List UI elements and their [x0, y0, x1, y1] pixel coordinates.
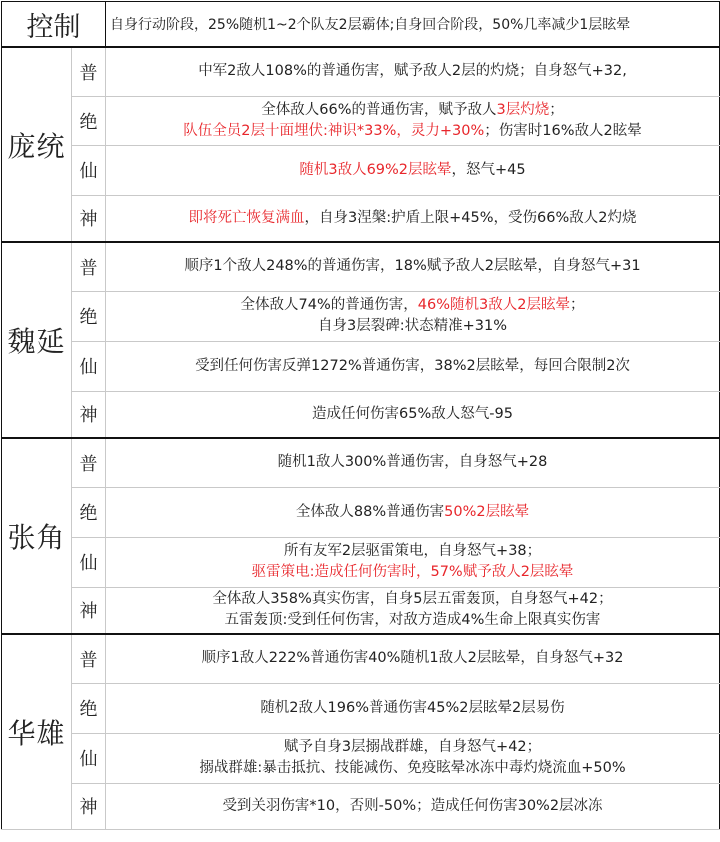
hero-name: 张角 [2, 438, 72, 634]
description-line [106, 610, 719, 631]
description-text: ； [569, 297, 585, 313]
description-text: 五雷轰顶:受到任何伤害，对敌方造成4%生命上限真实伤害 [224, 612, 601, 629]
highlighted-text: 46%随机3敌人2层眩晕 [417, 297, 570, 313]
skill-description [106, 145, 720, 195]
description-text: 受到任何伤害反弹1272%普通伤害，38%2层眩晕，每回合限制2次 [195, 357, 630, 374]
skill-tier: 仙 [72, 341, 106, 391]
description-text: 全体敌人88%普通伤害 [295, 503, 445, 520]
description-line [106, 737, 719, 758]
control-description: 自身行动阶段，25%随机1~2个队友2层霸体;自身回合阶段，50%几率减少1层眩晕 [106, 2, 720, 48]
skill-row [2, 537, 720, 587]
skill-row [2, 487, 720, 537]
skill-row [2, 587, 720, 634]
skill-tier: 普 [72, 242, 106, 291]
skill-row [2, 783, 720, 829]
skill-tier: 普 [72, 634, 106, 683]
highlighted-text: 队伍全员2层十面埋伏:神识*33%，灵力+30% [183, 122, 485, 139]
description-line [106, 316, 719, 337]
skill-description [106, 391, 720, 438]
description-line [106, 356, 719, 377]
skill-row [2, 733, 720, 783]
description-text: 赋予自身3层搦战群雄，自身怒气+42； [283, 739, 542, 755]
skill-description [106, 195, 720, 242]
skill-description [106, 291, 720, 341]
skill-table [1, 1, 720, 830]
description-line [106, 541, 719, 562]
skill-description [106, 438, 720, 487]
description-text: 所有友军2层驱雷策电，自身怒气+38； [283, 543, 542, 559]
skill-row [2, 683, 720, 733]
description-line [106, 100, 719, 121]
description-text: 自身3层裂碑:状态精准+31% [318, 318, 507, 334]
description-line [106, 562, 719, 583]
skill-description [106, 537, 720, 587]
skill-description [106, 783, 720, 829]
description-line [106, 758, 719, 779]
skill-tier: 仙 [72, 145, 106, 195]
description-line [106, 648, 719, 669]
skill-row [2, 438, 720, 487]
skill-tier: 普 [72, 438, 106, 487]
description-text: 全体敌人358%真实伤害，自身5层五雷轰顶，自身怒气+42； [212, 591, 613, 608]
highlighted-text: 3层灼烧 [496, 101, 550, 118]
highlighted-text: 随机3敌人69%2层眩晕 [299, 161, 452, 178]
skill-row [2, 291, 720, 341]
description-line [106, 404, 719, 425]
header-row [2, 2, 720, 48]
description-text: 受到关羽伤害*10，否则-50%；造成任何伤害30%2层冰冻 [222, 797, 603, 814]
skill-description [106, 683, 720, 733]
description-text: 顺序1个敌人248%的普通伤害，18%赋予敌人2层眩晕，自身怒气+31 [184, 258, 641, 275]
description-text: ；伤害时16%敌人2眩晕 [484, 122, 642, 139]
description-line [106, 208, 719, 229]
description-line [106, 589, 719, 610]
description-line [106, 61, 719, 82]
hero-name: 魏延 [2, 242, 72, 438]
skill-row [2, 242, 720, 291]
highlighted-text: 驱雷策电:造成任何伤害时，57%赋予敌人2层眩晕 [251, 564, 574, 580]
description-text: 顺序1敌人222%普通伤害40%随机1敌人2层眩晕，自身怒气+32 [201, 650, 624, 667]
description-text: ； [549, 101, 564, 118]
description-text: 搦战群雄:暴击抵抗、技能减伤、免疫眩晕冰冻中毒灼烧流血+50% [199, 760, 626, 776]
description-text: 中军2敌人108%的普通伤害，赋予敌人2层的灼烧；自身怒气+32, [198, 63, 627, 80]
skill-row [2, 47, 720, 96]
skill-row [2, 96, 720, 145]
skill-tier: 绝 [72, 96, 106, 145]
skill-tier: 神 [72, 783, 106, 829]
description-text: 全体敌人66%的普通伤害，赋予敌人 [261, 101, 497, 118]
description-line [106, 796, 719, 817]
description-line [106, 502, 719, 523]
description-text: ，怒气+45 [451, 161, 526, 178]
skill-tier: 仙 [72, 537, 106, 587]
description-text: ，自身3涅槃:护盾上限+45%，受伤66%敌人2灼烧 [304, 209, 637, 226]
description-line [106, 256, 719, 277]
skill-table-page [0, 1, 720, 842]
skill-description [106, 634, 720, 683]
skill-tier: 绝 [72, 487, 106, 537]
skill-row [2, 341, 720, 391]
skill-row [2, 145, 720, 195]
skill-tier: 绝 [72, 291, 106, 341]
skill-description [106, 733, 720, 783]
description-text: 造成任何伤害65%敌人怒气-95 [312, 405, 513, 422]
skill-tier: 仙 [72, 733, 106, 783]
skill-tier: 普 [72, 47, 106, 96]
hero-name: 庞统 [2, 47, 72, 242]
skill-description [106, 242, 720, 291]
highlighted-text: 即将死亡恢复满血 [188, 209, 305, 226]
skill-description [106, 341, 720, 391]
skill-tier: 神 [72, 391, 106, 438]
description-line [106, 121, 719, 142]
description-text: 随机2敌人196%普通伤害45%2层眩晕2层易伤 [260, 699, 565, 716]
skill-description [106, 587, 720, 634]
description-line [106, 160, 719, 181]
skill-description [106, 487, 720, 537]
description-line [106, 295, 719, 316]
skill-row [2, 391, 720, 438]
description-line [106, 452, 719, 473]
skill-tier: 神 [72, 195, 106, 242]
description-text: 随机1敌人300%普通伤害，自身怒气+28 [277, 454, 548, 471]
skill-description [106, 96, 720, 145]
control-title: 控制 [2, 2, 106, 48]
skill-description [106, 47, 720, 96]
skill-tier: 神 [72, 587, 106, 634]
skill-tier: 绝 [72, 683, 106, 733]
description-text: 全体敌人74%的普通伤害， [240, 297, 418, 313]
highlighted-text: 50%2层眩晕 [444, 503, 530, 520]
description-line [106, 698, 719, 719]
skill-row [2, 634, 720, 683]
skill-row [2, 195, 720, 242]
hero-name: 华雄 [2, 634, 72, 829]
